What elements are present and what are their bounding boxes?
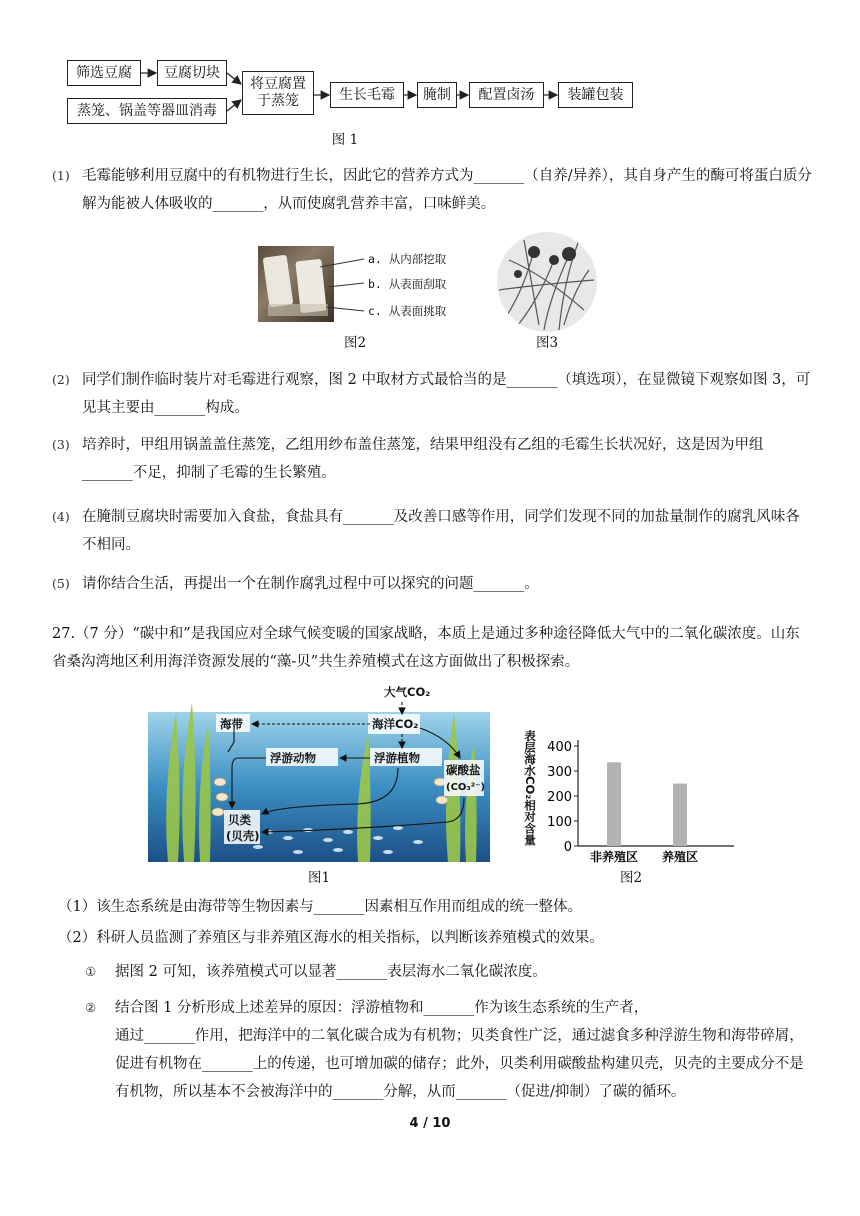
q27-part-2: （2）科研人员监测了养殖区与非养殖区海水的相关指标，以判断该养殖模式的效果。 (58, 930, 604, 946)
page-number: 4 / 10 (409, 1116, 451, 1131)
bar-chart (538, 728, 738, 868)
category-label: 养殖区 (661, 850, 699, 864)
flow-box-place-steamer: 将豆腐置 于蒸笼 (242, 71, 314, 115)
label-carbonate-formula: (CO₃²⁻) (446, 782, 486, 793)
item-text: 在腌制豆腐块时需要加入食盐，食盐具有_______及改善口感等作用，同学们发现不同的加盐量制作的腐乳风味各不相同。 (82, 509, 800, 553)
flow-box-cut-tofu: 豆腐切块 (157, 60, 227, 86)
q26-item-1 (52, 162, 812, 218)
q26-item-4 (52, 503, 812, 559)
label-carbonate: 碳酸盐 (446, 763, 481, 777)
q26-item-2 (52, 366, 812, 422)
q27-sub-2-continued: 通过_______作用，把海洋中的二氧化碳合成为有机物；贝类食性广泛，通过滤食多种浮游生物和海带碎屑，促进有机物在_______上的传递，也可增加碳的储存；此外，贝类利用碳酸盐构建贝壳，贝壳的主要成分不是有机物，所以基本不会被海洋中的_______分解，从而_______（促进/抑制）了碳的循环。 (115, 1028, 804, 1100)
q27-fig1-caption: 图1 (307, 870, 331, 886)
item-text: 毛霉能够利用豆腐中的有机物进行生长，因此它的营养方式为_______（自养/异养），其自身产生的酶可将蛋白质分解为能被人体吸收的_______，从而使腐乳营养丰富，口味鲜美。 (82, 168, 812, 212)
fig3-caption: 图3 (535, 335, 559, 351)
item-text: 同学们制作临时装片对毛霉进行观察，图 2 中取材方式最恰当的是_______（填选项），在显微镜下观察如图 3，可见其主要由_______构成。 (82, 372, 811, 416)
q27-intro: 27.（7 分）“碳中和”是我国应对全球气候变暖的国家战略，本质上是通过多种途径降低大气中的二氧化碳浓度。山东省桑沟湾地区利用海洋资源发展的“藻-贝”共生养殖模式在这方面做出了积极探索。 (52, 626, 800, 670)
y-tick-label: 200 (547, 790, 572, 805)
flowchart-arrows (0, 0, 860, 140)
sub-number: ① (85, 964, 97, 979)
fig2-label-c: c. 从表面挑取 (368, 304, 447, 318)
item-number: (4) (52, 509, 70, 524)
sub-number: ② (85, 1000, 97, 1015)
chart-ylabel: 表层海水CO₂相对含量 (523, 730, 537, 846)
q26-item-3 (52, 431, 812, 487)
item-text: 请你结合生活，再提出一个在制作腐乳过程中可以探究的问题_______。 (82, 576, 539, 592)
fig2-caption: 图2 (343, 335, 367, 351)
q27-part-1: （1）该生态系统是由海带等生物因素与_______因素相互作用而组成的统一整体。 (58, 899, 582, 915)
y-tick-label: 100 (547, 815, 572, 830)
sub-text: 据图 2 可知，该养殖模式可以显著_______表层海水二氧化碳浓度。 (115, 964, 547, 980)
microscope-view (494, 230, 600, 334)
flow-box-packaging: 装罐包装 (558, 82, 633, 108)
item-number: (1) (52, 168, 70, 183)
flowchart-caption: 图 1 (331, 132, 359, 148)
label-atmosphere-co2: 大气CO₂ (384, 685, 431, 699)
label-zooplankton: 浮游动物 (270, 751, 316, 765)
fig2-label-a: a. 从内部挖取 (368, 252, 447, 266)
q27-fig2-caption: 图2 (619, 870, 643, 886)
label-kelp: 海带 (220, 717, 243, 731)
item-text: 培养时，甲组用锅盖盖住蒸笼，乙组用纱布盖住蒸笼，结果甲组没有乙组的毛霉生长状况好，这是因为甲组_______不足，抑制了毛霉的生长繁殖。 (82, 437, 764, 481)
bar-1 (673, 784, 687, 847)
q27-sub-2 (85, 994, 805, 1022)
label-phytoplankton: 浮游植物 (374, 751, 420, 765)
q26-item-5 (52, 570, 812, 598)
bar-0 (607, 762, 621, 846)
flow-box-salting: 腌制 (417, 82, 457, 108)
y-tick-label: 300 (547, 765, 572, 780)
fig2-label-b: b. 从表面刮取 (368, 277, 447, 291)
label-ocean-co2: 海洋CO₂ (372, 717, 419, 731)
label-shellfish: 贝类 (228, 813, 251, 827)
y-tick-label: 0 (563, 840, 572, 855)
seaweed-shellfish-diagram (148, 682, 490, 862)
item-number: (2) (52, 372, 70, 387)
label-shell: (贝壳) (226, 829, 260, 843)
q27-sub-1 (85, 958, 805, 986)
flow-box-select-tofu: 筛选豆腐 (67, 60, 141, 86)
item-number: (3) (52, 437, 70, 452)
sub-text: 结合图 1 分析形成上述差异的原因：浮游植物和_______作为该生态系统的生产者， (115, 1000, 649, 1016)
flow-box-grow-mold: 生长毛霉 (330, 82, 404, 108)
flow-box-brine: 配置卤汤 (469, 82, 544, 108)
item-number: (5) (52, 576, 70, 591)
flow-box-sterilize: 蒸笼、锅盖等器皿消毒 (67, 98, 227, 124)
y-tick-label: 400 (547, 740, 572, 755)
category-label: 非养殖区 (589, 850, 639, 864)
tofu-leader-lines (320, 245, 370, 325)
